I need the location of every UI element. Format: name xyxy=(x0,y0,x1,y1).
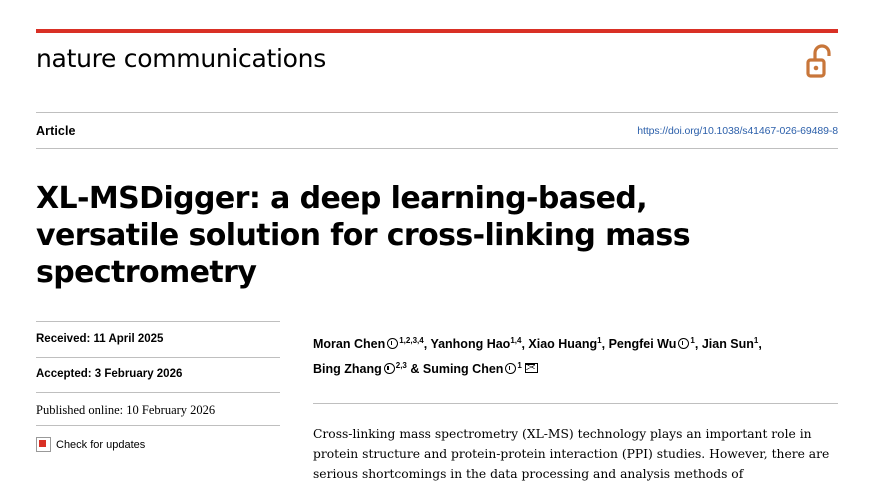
received-date: Received: 11 April 2025 xyxy=(36,333,164,345)
article-type-label: Article xyxy=(36,124,76,138)
divider-meta-3 xyxy=(36,425,280,426)
affiliation-marker: 2,3 xyxy=(395,361,407,371)
affiliation-marker: 1 xyxy=(690,336,695,345)
divider-meta-2 xyxy=(36,392,280,393)
open-access-lock-icon xyxy=(804,42,838,84)
doi-link[interactable]: https://doi.org/10.1038/s41467-026-69489-8 xyxy=(637,125,838,137)
crossmark-icon xyxy=(36,437,51,452)
divider-meta-top xyxy=(36,321,280,322)
affiliation-marker: 1 xyxy=(517,361,522,371)
author-name[interactable]: Bing Zhang xyxy=(313,362,382,377)
published-date: Published online: 10 February 2026 xyxy=(36,403,216,417)
orcid-icon[interactable] xyxy=(384,363,395,374)
author-list xyxy=(313,330,838,380)
brand-top-rule xyxy=(36,29,838,33)
author-line-1: Moran Chen $^{1,2,3,4}$, Yanhong Hao$^{1,4}$, Xiao Huang$^1$, Pengfei Wu $^1$, Jian Sun$^1$, xyxy=(313,336,762,352)
affiliation-marker: 1,2,3,4 xyxy=(399,336,424,345)
author-line-2: Bing Zhang $^{2,3}$ & Suming Chen $^1$ xyxy=(313,355,838,380)
affiliation-marker: 1,4 xyxy=(510,336,522,345)
check-for-updates-button[interactable] xyxy=(36,437,145,452)
author-name[interactable]: Suming Chen xyxy=(422,362,504,377)
abstract-text: Cross-linking mass spectrometry (XL-MS) technology plays an important role in protein structure and protein-protein interaction (PPI) studies. However, there are serious shortcomings in the data processing and analysis methods of xyxy=(313,427,830,482)
journal-masthead xyxy=(36,42,838,90)
author-name[interactable]: Moran Chen xyxy=(313,337,386,352)
affiliation-marker: 1 xyxy=(597,336,602,345)
accepted-date: Accepted: 3 February 2026 xyxy=(36,368,183,380)
author-name[interactable]: Xiao Huang xyxy=(528,337,598,352)
divider-meta-1 xyxy=(36,357,280,358)
author-name[interactable]: Jian Sun xyxy=(701,337,754,352)
email-envelope-icon[interactable] xyxy=(525,363,538,373)
orcid-icon[interactable] xyxy=(678,338,689,349)
divider-under-article-label xyxy=(36,148,838,149)
page-title: XL-MSDigger: a deep learning-based, versatile solution for cross-linking mass spectrometry xyxy=(36,181,690,291)
author-name[interactable]: Yanhong Hao xyxy=(430,337,511,352)
orcid-icon[interactable] xyxy=(387,338,398,349)
divider-abstract-top xyxy=(313,403,838,404)
orcid-icon[interactable] xyxy=(505,363,516,374)
check-for-updates-label: Check for updates xyxy=(56,438,146,451)
divider-under-masthead xyxy=(36,112,838,113)
affiliation-marker: 1 xyxy=(753,336,759,345)
author-name[interactable]: Pengfei Wu xyxy=(608,337,677,352)
journal-name: nature communications xyxy=(36,44,326,73)
